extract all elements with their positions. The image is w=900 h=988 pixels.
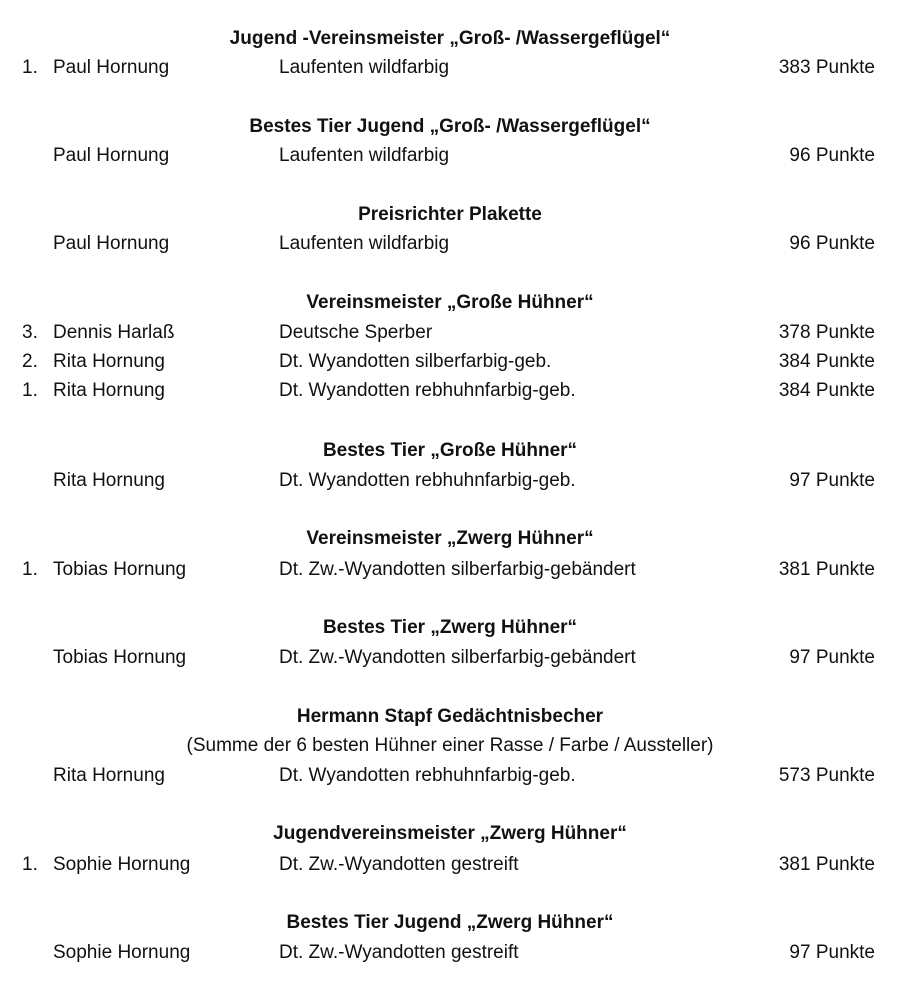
breed: Dt. Zw.-Wyandotten gestreift	[279, 942, 519, 963]
breed: Dt. Wyandotten silberfarbig-geb.	[279, 351, 552, 372]
rank: 1.	[22, 57, 38, 78]
result-row	[0, 853, 900, 877]
exhibitor-name: Rita Hornung	[53, 351, 165, 372]
result-row	[0, 144, 900, 168]
breed: Laufenten wildfarbig	[279, 145, 450, 166]
exhibitor-name: Dennis Harlaß	[53, 322, 175, 343]
points: 96 Punkte	[789, 145, 875, 166]
rank: 1.	[22, 380, 38, 401]
result-row	[0, 941, 900, 965]
rank: 1.	[22, 559, 38, 580]
exhibitor-name: Tobias Hornung	[53, 559, 187, 580]
rank: 3.	[22, 322, 38, 343]
points: 384 Punkte	[778, 380, 875, 401]
result-row	[0, 646, 900, 670]
exhibitor-name: Tobias Hornung	[53, 647, 187, 668]
exhibitor-name: Sophie Hornung	[53, 942, 191, 963]
result-row	[0, 764, 900, 788]
breed: Dt. Wyandotten rebhuhnfarbig-geb.	[279, 380, 576, 401]
section-heading: Vereinsmeister „Große Hühner“	[306, 292, 594, 313]
section-heading: Bestes Tier Jugend „Groß- /Wassergeflügel“	[249, 116, 651, 137]
points: 97 Punkte	[789, 470, 875, 491]
result-row	[0, 321, 900, 345]
points: 381 Punkte	[778, 854, 875, 875]
result-row	[0, 558, 900, 582]
breed: Dt. Zw.-Wyandotten silberfarbig-gebändert	[279, 559, 636, 580]
result-row	[0, 56, 900, 80]
points: 384 Punkte	[778, 351, 875, 372]
section-heading: Vereinsmeister „Zwerg Hühner“	[306, 528, 594, 549]
breed: Dt. Wyandotten rebhuhnfarbig-geb.	[279, 470, 576, 491]
result-row	[0, 232, 900, 256]
points: 96 Punkte	[789, 233, 875, 254]
section-subheading: (Summe der 6 besten Hühner einer Rasse / Farbe / Aussteller)	[186, 735, 714, 756]
breed: Dt. Zw.-Wyandotten gestreift	[279, 854, 519, 875]
exhibitor-name: Rita Hornung	[53, 380, 165, 401]
section-heading: Jugend -Vereinsmeister „Groß- /Wassergeflügel“	[229, 28, 671, 49]
section-heading: Preisrichter Plakette	[358, 204, 542, 225]
rank: 1.	[22, 854, 38, 875]
exhibitor-name: Rita Hornung	[53, 765, 165, 786]
result-row	[0, 350, 900, 374]
exhibitor-name: Sophie Hornung	[53, 854, 191, 875]
breed: Laufenten wildfarbig	[279, 233, 450, 254]
breed: Deutsche Sperber	[279, 322, 433, 343]
result-row	[0, 469, 900, 493]
breed: Dt. Zw.-Wyandotten silberfarbig-gebändert	[279, 647, 636, 668]
rank: 2.	[22, 351, 38, 372]
points: 383 Punkte	[778, 57, 875, 78]
points: 97 Punkte	[789, 647, 875, 668]
section-heading: Bestes Tier „Zwerg Hühner“	[322, 617, 578, 638]
exhibitor-name: Paul Hornung	[53, 57, 170, 78]
breed: Dt. Wyandotten rebhuhnfarbig-geb.	[279, 765, 576, 786]
exhibitor-name: Rita Hornung	[53, 470, 165, 491]
section-heading: Bestes Tier Jugend „Zwerg Hühner“	[286, 912, 614, 933]
result-row	[0, 379, 900, 403]
section-heading: Bestes Tier „Große Hühner“	[322, 440, 578, 461]
points: 381 Punkte	[778, 559, 875, 580]
section-heading: Hermann Stapf Gedächtnisbecher	[296, 706, 604, 727]
exhibitor-name: Paul Hornung	[53, 145, 170, 166]
section-heading: Jugendvereinsmeister „Zwerg Hühner“	[273, 823, 627, 844]
points: 378 Punkte	[778, 322, 875, 343]
points: 573 Punkte	[778, 765, 875, 786]
exhibitor-name: Paul Hornung	[53, 233, 170, 254]
points: 97 Punkte	[789, 942, 875, 963]
breed: Laufenten wildfarbig	[279, 57, 450, 78]
